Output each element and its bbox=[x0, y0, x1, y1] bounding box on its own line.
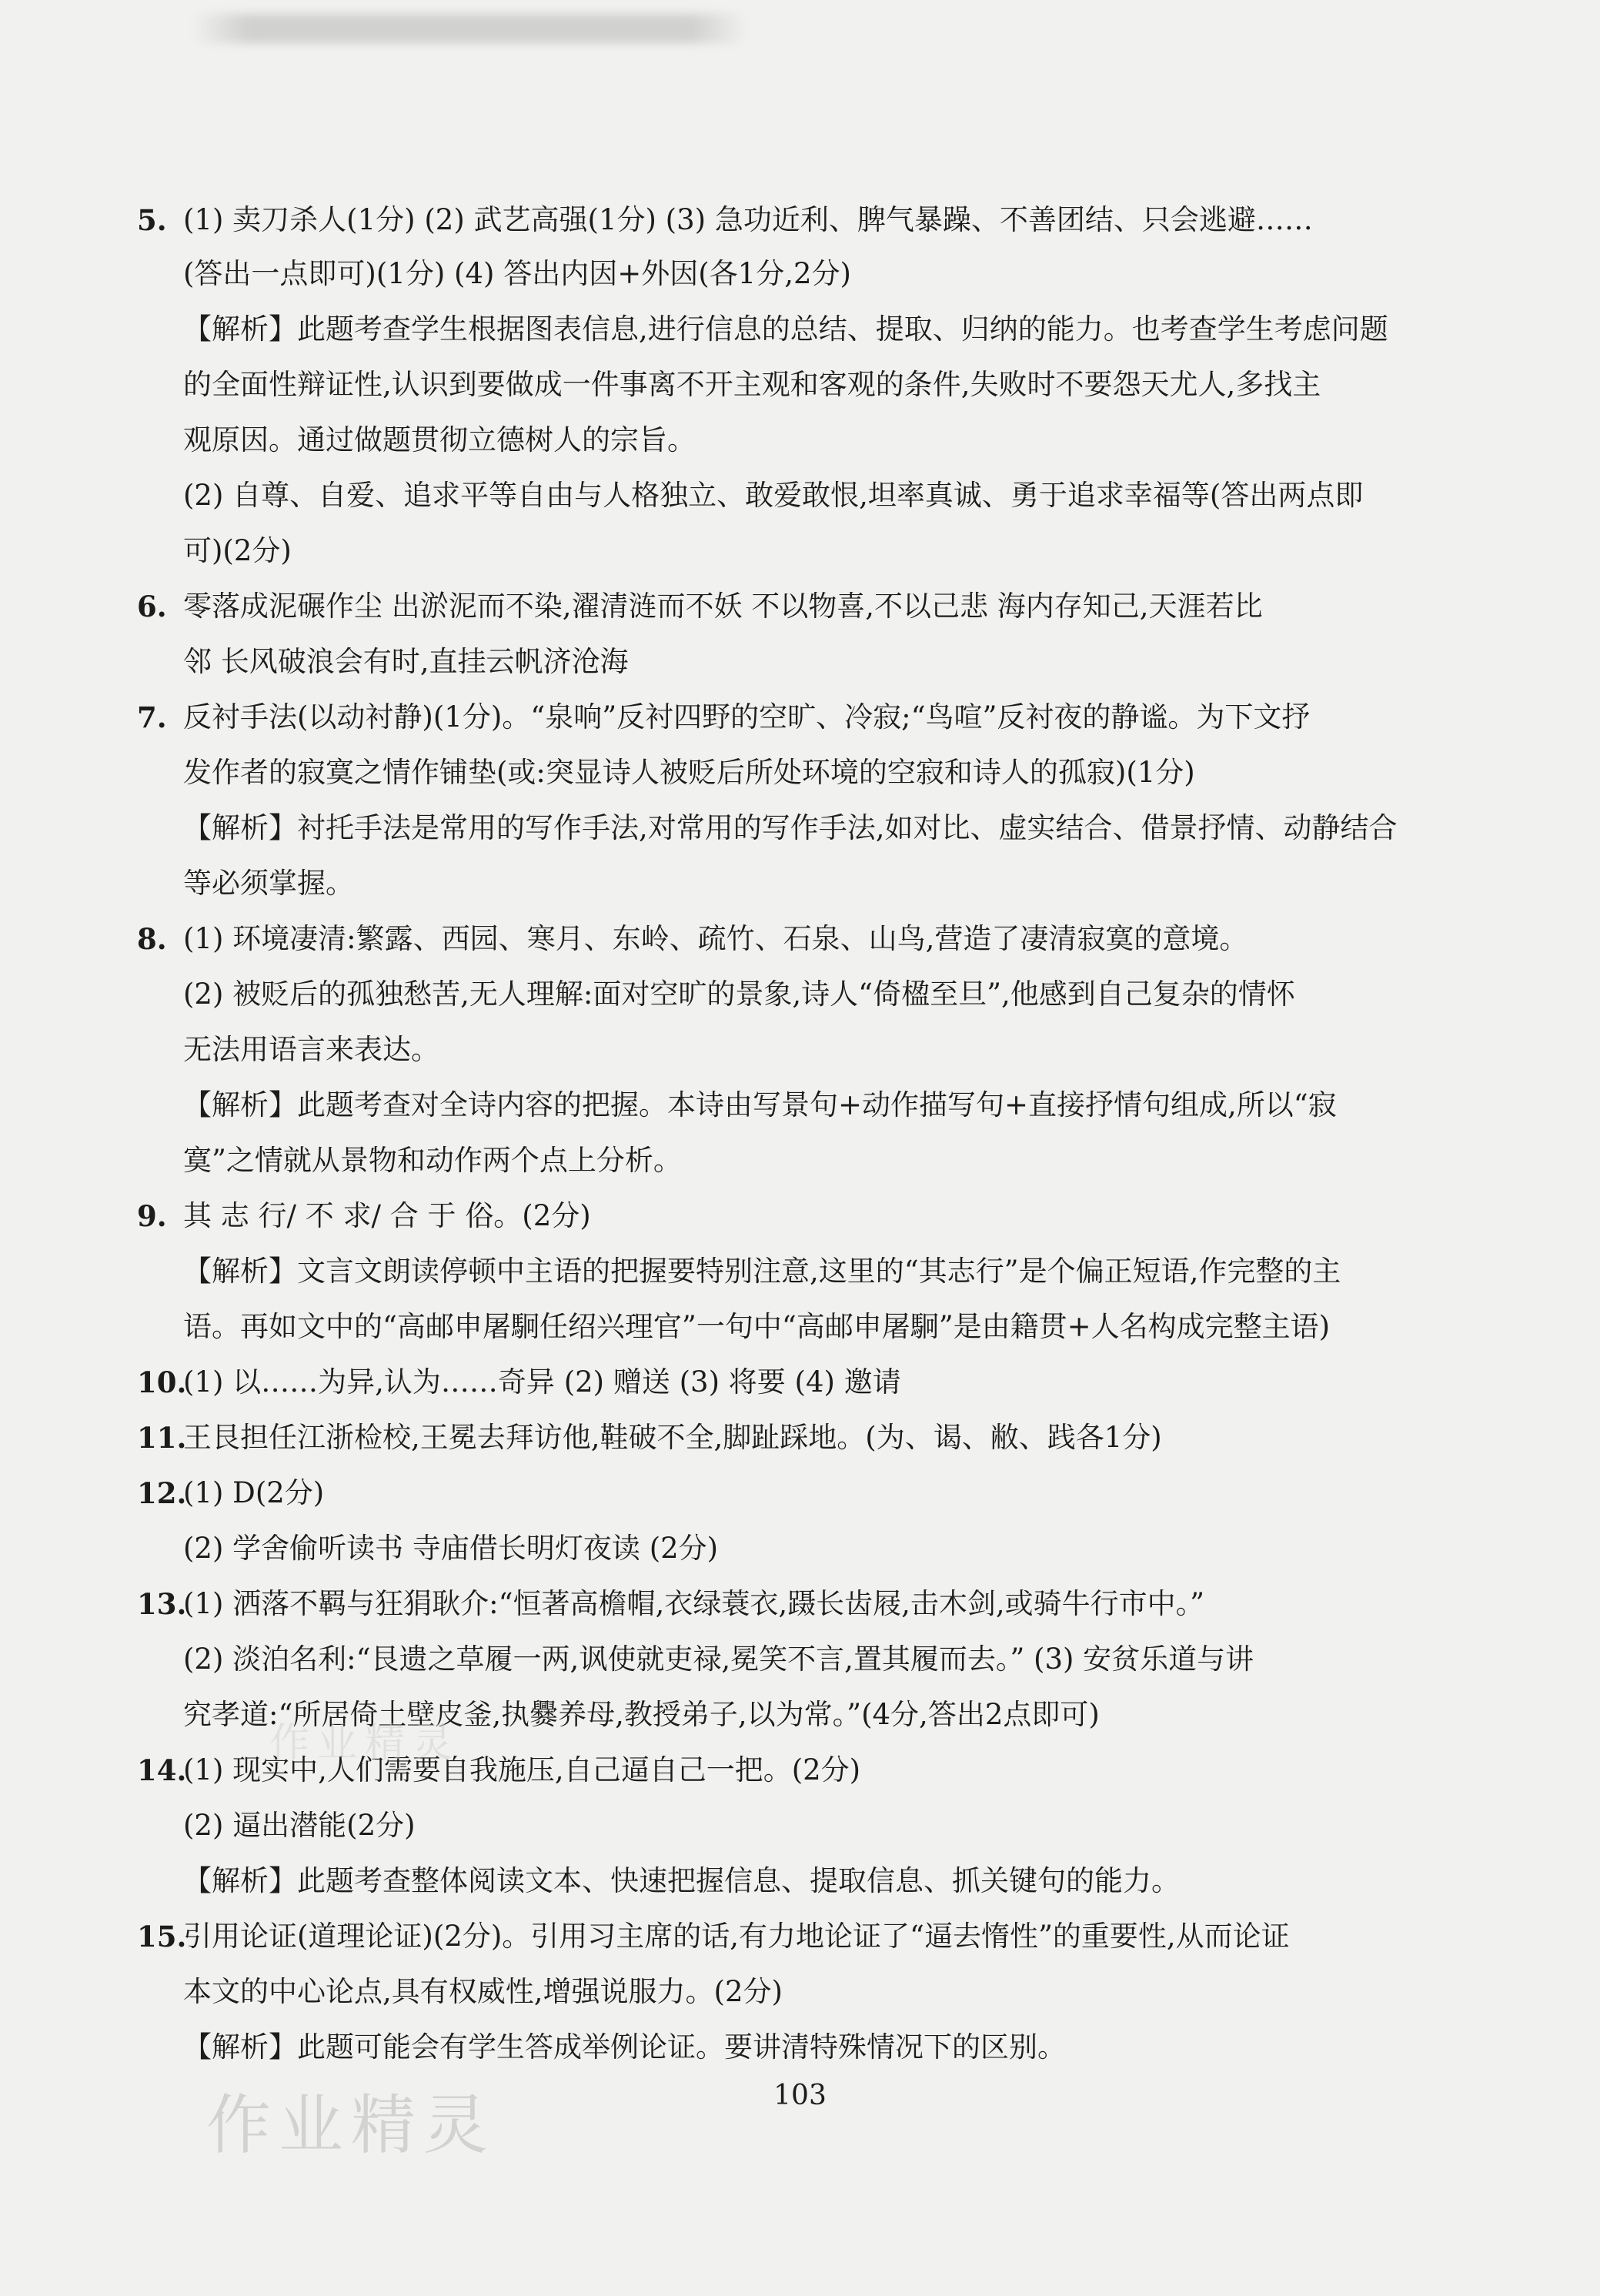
item-number-14: 14. bbox=[137, 1753, 187, 1787]
item-11-line-1: 王艮担任江浙检校,王冕去拜访他,鞋破不全,脚趾踩地。(为、谒、敝、践各1分) bbox=[183, 1421, 1162, 1454]
item-12-line-2: (2) 学舍偷听读书 寺庙借长明灯夜读 (2分) bbox=[183, 1532, 719, 1565]
item-7-line-3: 【解析】衬托手法是常用的写作手法,对常用的写作手法,如对比、虚实结合、借景抒情、动静结合 bbox=[183, 811, 1398, 844]
item-number-13: 13. bbox=[137, 1587, 187, 1621]
item-12-line-1: (1) D(2分) bbox=[183, 1476, 325, 1509]
item-number-6: 6. bbox=[137, 590, 167, 623]
item-5-sub2-line-2: 可)(2分) bbox=[183, 534, 292, 567]
top-scan-smudge bbox=[192, 14, 747, 43]
item-8-line-4: 【解析】此题考查对全诗内容的把握。本诗由写景句+动作描写句+直接抒情句组成,所以“寂 bbox=[183, 1088, 1337, 1121]
item-15-line-2: 本文的中心论点,具有权威性,增强说服力。(2分) bbox=[183, 1975, 783, 2008]
analysis-5-line-2: 的全面性辩证性,认识到要做成一件事离不开主观和客观的条件,失败时不要怨天尤人,多找主 bbox=[183, 368, 1321, 401]
item-14-line-3: 【解析】此题考查整体阅读文本、快速把握信息、提取信息、抓关键句的能力。 bbox=[183, 1864, 1180, 1897]
item-14-line-1: (1) 现实中,人们需要自我施压,自己逼自己一把。(2分) bbox=[183, 1753, 861, 1786]
item-5-line-2: (答出一点即可)(1分) (4) 答出内因+外因(各1分,2分) bbox=[183, 257, 851, 290]
item-9-line-2: 【解析】文言文朗读停顿中主语的把握要特别注意,这里的“其志行”是个偏正短语,作完整的主 bbox=[183, 1255, 1341, 1288]
item-9-line-1: 其 志 行/ 不 求/ 合 于 俗。(2分) bbox=[183, 1199, 591, 1232]
item-number-9: 9. bbox=[137, 1199, 167, 1233]
item-13-line-2: (2) 淡泊名利:“艮遗之草履一两,讽使就吏禄,冕笑不言,置其履而去。” (3) 安贫乐道与讲 bbox=[183, 1643, 1254, 1676]
watermark-logo-bottom: 作业精灵 bbox=[206, 2087, 496, 2163]
item-7-line-1: 反衬手法(以动衬静)(1分)。“泉响”反衬四野的空旷、冷寂;“鸟喧”反衬夜的静谧。为下文抒 bbox=[183, 700, 1311, 734]
item-8-line-1: (1) 环境凄清:繁露、西园、寒月、东岭、疏竹、石泉、山鸟,营造了凄清寂寞的意境。 bbox=[183, 922, 1248, 955]
item-number-15: 15. bbox=[137, 1920, 187, 1953]
analysis-5-line-1: 【解析】此题考查学生根据图表信息,进行信息的总结、提取、归纳的能力。也考查学生考虑问题 bbox=[183, 312, 1388, 346]
item-14-line-2: (2) 逼出潜能(2分) bbox=[183, 1809, 416, 1842]
item-15-line-1: 引用论证(道理论证)(2分)。引用习主席的话,有力地论证了“逼去惰性”的重要性,从而论证 bbox=[183, 1920, 1290, 1953]
item-6-line-2: 邻 长风破浪会有时,直挂云帆济沧海 bbox=[183, 645, 629, 678]
analysis-5-line-3: 观原因。通过做题贯彻立德树人的宗旨。 bbox=[183, 423, 696, 456]
item-number-11: 11. bbox=[137, 1421, 187, 1455]
item-number-8: 8. bbox=[137, 922, 167, 956]
item-13-line-3: 究孝道:“所居倚土壁皮釜,执爨养母,教授弟子,以为常。”(4分,答出2点即可) bbox=[183, 1698, 1100, 1731]
item-6-line-1: 零落成泥碾作尘 出淤泥而不染,濯清涟而不妖 不以物喜,不以己悲 海内存知己,天涯若比 bbox=[183, 590, 1263, 623]
item-number-7: 7. bbox=[137, 700, 167, 734]
item-13-line-1: (1) 洒落不羁与狂狷耿介:“恒著高檐帽,衣绿蓑衣,蹑长齿屐,击木剑,或骑牛行市中。” bbox=[183, 1587, 1205, 1620]
item-8-line-5: 寞”之情就从景物和动作两个点上分析。 bbox=[183, 1144, 682, 1177]
item-8-line-2: (2) 被贬后的孤独愁苦,无人理解:面对空旷的景象,诗人“倚楹至旦”,他感到自己复杂的情怀 bbox=[183, 978, 1295, 1011]
page-number: 103 bbox=[773, 2080, 827, 2111]
item-number-5: 5. bbox=[137, 203, 167, 237]
item-5-sub2-line-1: (2) 自尊、自爱、追求平等自由与人格独立、敢爱敢恨,坦率真诚、勇于追求幸福等(答出两点即 bbox=[183, 479, 1364, 512]
item-5-line-1: (1) 卖刀杀人(1分) (2) 武艺高强(1分) (3) 急功近利、脾气暴躁、不善团结、只会逃避…… bbox=[183, 203, 1313, 236]
item-10-line-1: (1) 以……为异,认为……奇异 (2) 赠送 (3) 将要 (4) 邀请 bbox=[183, 1365, 901, 1399]
item-number-12: 12. bbox=[137, 1476, 187, 1510]
watermark-logo: 作业精灵 bbox=[269, 1720, 461, 1766]
item-8-line-3: 无法用语言来表达。 bbox=[183, 1033, 439, 1066]
item-number-10: 10. bbox=[137, 1365, 187, 1399]
item-15-line-3: 【解析】此题可能会有学生答成举例论证。要讲清特殊情况下的区别。 bbox=[183, 2030, 1066, 2064]
item-7-line-2: 发作者的寂寞之情作铺垫(或:突显诗人被贬后所处环境的空寂和诗人的孤寂)(1分) bbox=[183, 756, 1195, 789]
item-7-line-4: 等必须掌握。 bbox=[183, 867, 354, 900]
item-9-line-3: 语。再如文中的“高邮申屠駉任绍兴理官”一句中“高邮申屠駉”是由籍贯+人名构成完整主语) bbox=[183, 1310, 1331, 1343]
